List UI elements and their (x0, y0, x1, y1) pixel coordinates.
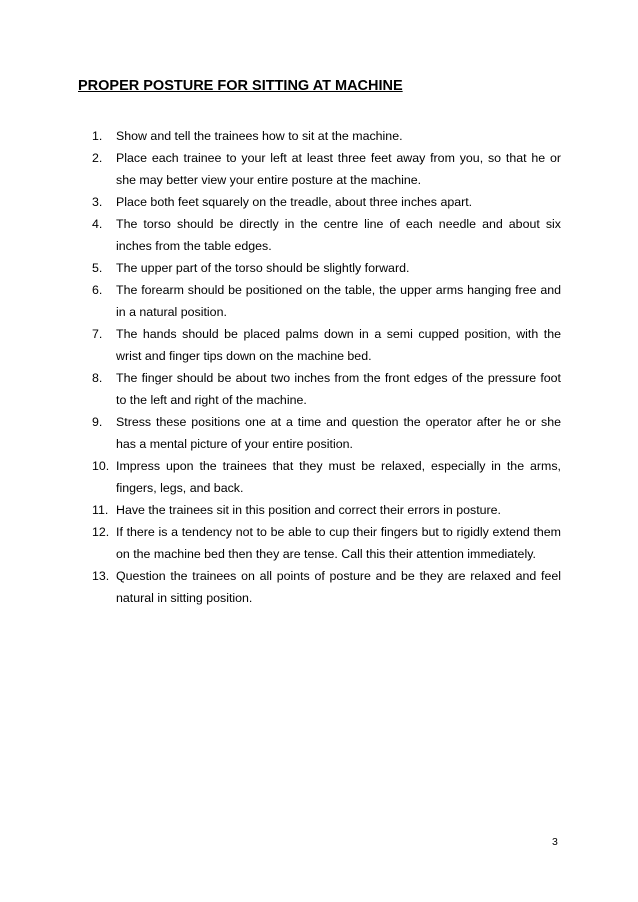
list-item-text: The upper part of the torso should be slightly forward. (116, 261, 410, 275)
list-item-text: If there is a tendency not to be able to cup their fingers but to rigidly extend them on the machine bed then they are tense. Call this their attention immediately. (116, 525, 561, 561)
list-item-number: 5. (92, 261, 103, 275)
list-item (92, 455, 561, 499)
list-item-number: 9. (92, 415, 103, 429)
list-item-number: 1. (92, 129, 103, 143)
list-item-number: 4. (92, 217, 103, 231)
list-item (92, 191, 561, 213)
list-item-text: Place both feet squarely on the treadle, about three inches apart. (116, 195, 473, 209)
list-item-text: The hands should be placed palms down in a semi cupped position, with the wrist and finger tips down on the machine bed. (116, 327, 561, 363)
list-item-number: 7. (92, 327, 103, 341)
list-item (92, 521, 561, 565)
page-number: 3 (552, 836, 558, 848)
list-item-text: The torso should be directly in the centre line of each needle and about six inches from the table edges. (116, 217, 561, 253)
list-item-number: 8. (92, 371, 103, 385)
list-item-text: Show and tell the trainees how to sit at the machine. (116, 129, 403, 143)
list-item-text: The finger should be about two inches from the front edges of the pressure foot to the left and right of the machine. (116, 371, 561, 407)
list-item (92, 213, 561, 257)
list-item-number: 12. (92, 525, 110, 539)
list-item (92, 323, 561, 367)
list-item (92, 565, 561, 609)
list-item (92, 499, 561, 521)
list-item-text: Impress upon the trainees that they must be relaxed, especially in the arms, fingers, legs, and back. (116, 459, 561, 495)
list-item-number: 6. (92, 283, 103, 297)
list-item-number: 11. (92, 503, 109, 517)
posture-instruction-list (92, 125, 561, 609)
list-item-number: 3. (92, 195, 103, 209)
list-item (92, 411, 561, 455)
list-item (92, 125, 561, 147)
list-item-text: Stress these positions one at a time and question the operator after he or she has a mental picture of your entire position. (116, 415, 561, 451)
list-item-text: Have the trainees sit in this position and correct their errors in posture. (116, 503, 501, 517)
list-item-text: Place each trainee to your left at least three feet away from you, so that he or she may better view your entire posture at the machine. (116, 151, 561, 187)
list-item-text: Question the trainees on all points of posture and be they are relaxed and feel natural in sitting position. (116, 569, 561, 605)
list-item (92, 257, 561, 279)
list-item-number: 2. (92, 151, 103, 165)
list-item-text: The forearm should be positioned on the table, the upper arms hanging free and in a natural position. (116, 283, 561, 319)
list-item (92, 279, 561, 323)
page-title: PROPER POSTURE FOR SITTING AT MACHINE (78, 78, 403, 94)
list-item-number: 13. (92, 569, 110, 583)
list-item (92, 367, 561, 411)
list-item-number: 10. (92, 459, 110, 473)
list-item (92, 147, 561, 191)
